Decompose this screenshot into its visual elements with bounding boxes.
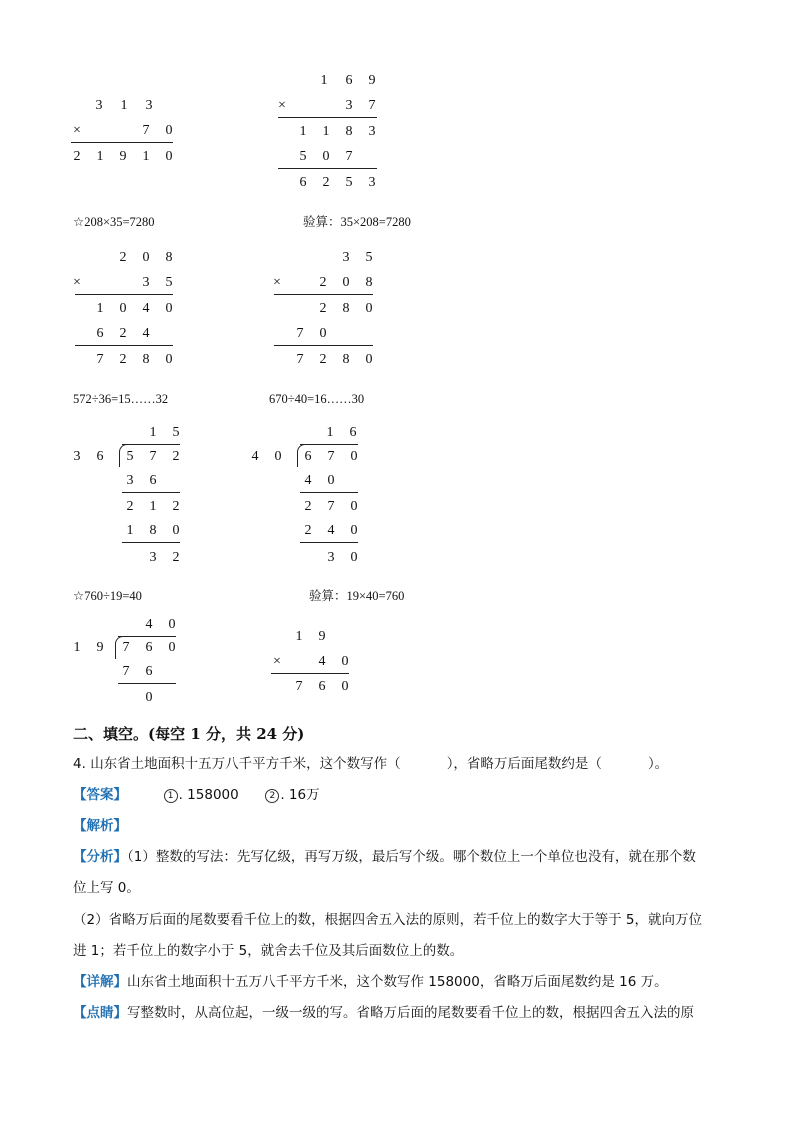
rule-line: [274, 294, 373, 295]
check-equation: 验算：35×208=7280: [303, 215, 411, 229]
digit: 7: [122, 640, 130, 655]
digit: 3: [368, 124, 376, 139]
digit: 2: [322, 175, 330, 190]
rule-line: [122, 492, 180, 493]
digit: 3: [126, 473, 134, 488]
digit: 1: [96, 149, 104, 164]
digit: 0: [165, 149, 173, 164]
question-number: 4.: [73, 756, 86, 772]
digit: 4: [251, 449, 259, 464]
multiply-sign: ×: [273, 654, 281, 669]
multiply-sign: ×: [73, 123, 81, 138]
digit: 0: [350, 550, 358, 565]
digit: 1: [73, 640, 81, 655]
fenxi-label: 【分析】: [73, 849, 127, 865]
digit: 7: [295, 679, 303, 694]
digit: 3: [327, 550, 335, 565]
section-title: 二、填空。(每空 1 分，共 24 分): [73, 725, 305, 743]
digit: 7: [142, 123, 150, 138]
digit: 4: [145, 617, 153, 632]
digit: 7: [368, 98, 376, 113]
digit: 7: [345, 149, 353, 164]
digit: 6: [149, 473, 157, 488]
digit: 2: [319, 275, 327, 290]
analysis-line-2: 位上写 0。: [73, 880, 140, 896]
question-text-part-3: ）。: [647, 756, 669, 772]
digit: 3: [145, 98, 153, 113]
digit: 5: [172, 425, 180, 440]
digit: 0: [168, 640, 176, 655]
digit: 8: [345, 124, 353, 139]
analysis-label: 【解析】: [73, 818, 127, 834]
digit: 7: [296, 326, 304, 341]
digit: 8: [142, 352, 150, 367]
digit: 8: [149, 523, 157, 538]
digit: 0: [119, 301, 127, 316]
check-equation: 验算：19×40=760: [309, 589, 405, 603]
digit: 6: [145, 640, 153, 655]
digit: 4: [318, 654, 326, 669]
digit: 0: [165, 123, 173, 138]
rule-line: [271, 673, 349, 674]
detail-line: [73, 974, 668, 990]
division-bar: [122, 444, 180, 445]
division-bar: [118, 636, 176, 637]
digit: 9: [96, 640, 104, 655]
digit: 2: [304, 523, 312, 538]
comment-line: [73, 1005, 694, 1021]
digit: 0: [319, 326, 327, 341]
digit: 0: [350, 523, 358, 538]
digit: 9: [318, 629, 326, 644]
digit: 1: [126, 523, 134, 538]
digit: 5: [365, 250, 373, 265]
rule-line: [75, 345, 173, 346]
digit: 2: [172, 499, 180, 514]
rule-line: [300, 492, 358, 493]
rule-line: [300, 542, 358, 543]
digit: 0: [274, 449, 282, 464]
digit: 4: [327, 523, 335, 538]
answer-value: . 16万: [280, 787, 320, 803]
equation: ☆208×35=7280: [73, 215, 155, 229]
digit: 0: [142, 250, 150, 265]
digit: 1: [149, 425, 157, 440]
equation: 572÷36=15……32: [73, 392, 169, 406]
digit: 0: [365, 301, 373, 316]
digit: 3: [368, 175, 376, 190]
digit: 8: [165, 250, 173, 265]
rule-line: [75, 294, 173, 295]
digit: 0: [165, 352, 173, 367]
analysis-heading: [73, 818, 127, 834]
digit: 0: [350, 499, 358, 514]
digit: 2: [126, 499, 134, 514]
rule-line: [122, 542, 180, 543]
digit: 6: [145, 664, 153, 679]
digit: 1: [322, 124, 330, 139]
digit: 0: [172, 523, 180, 538]
digit: 6: [96, 326, 104, 341]
digit: 2: [172, 449, 180, 464]
division-bar: [300, 444, 358, 445]
equation: 670÷40=16……30: [269, 392, 365, 406]
digit: 0: [145, 690, 153, 705]
digit: 1: [96, 301, 104, 316]
digit: 3: [342, 250, 350, 265]
multiply-sign: ×: [273, 275, 281, 290]
analysis-line-1: [73, 849, 696, 865]
answer-label: 【答案】: [73, 787, 127, 803]
answer-line: [73, 787, 320, 803]
digit: 1: [295, 629, 303, 644]
digit: 2: [304, 499, 312, 514]
equation: ☆760÷19=40: [73, 589, 142, 603]
digit: 8: [365, 275, 373, 290]
detail-text: 山东省土地面积十五万八千平方千米，这个数写作 158000，省略万后面尾数约是 16 万。: [127, 974, 668, 990]
digit: 7: [327, 499, 335, 514]
digit: 1: [326, 425, 334, 440]
digit: 5: [299, 149, 307, 164]
digit: 0: [168, 617, 176, 632]
rule-line: [118, 683, 176, 684]
digit: 6: [299, 175, 307, 190]
digit: 4: [142, 326, 150, 341]
multiply-sign: ×: [278, 98, 286, 113]
rule-line: [274, 345, 373, 346]
digit: 6: [304, 449, 312, 464]
analysis-text: （1）整数的写法：先写亿级，再写万级，最后写个级。哪个数位上一个单位也没有，就在那个数: [127, 849, 696, 865]
digit: 0: [327, 473, 335, 488]
detail-label: 【详解】: [73, 974, 127, 990]
multiply-sign: ×: [73, 275, 81, 290]
digit: 1: [142, 149, 150, 164]
digit: 4: [304, 473, 312, 488]
digit: 6: [318, 679, 326, 694]
digit: 2: [73, 149, 81, 164]
digit: 8: [342, 301, 350, 316]
digit: 2: [319, 301, 327, 316]
question-4: [73, 756, 668, 772]
digit: 2: [119, 326, 127, 341]
digit: 1: [299, 124, 307, 139]
analysis-line-4: 进 1；若千位上的数字小于 5，就舍去千位及其后面数位上的数。: [73, 943, 464, 959]
question-text-part-2: ），省略万后面尾数约是（: [446, 756, 602, 772]
digit: 2: [119, 250, 127, 265]
question-text-part-1: 山东省土地面积十五万八千平方千米，这个数写作（: [90, 756, 401, 772]
digit: 7: [122, 664, 130, 679]
digit: 3: [142, 275, 150, 290]
rule-line: [278, 117, 377, 118]
digit: 9: [119, 149, 127, 164]
digit: 9: [368, 73, 376, 88]
digit: 3: [149, 550, 157, 565]
digit: 2: [119, 352, 127, 367]
digit: 1: [320, 73, 328, 88]
digit: 2: [319, 352, 327, 367]
digit: 6: [345, 73, 353, 88]
comment-text: 写整数时，从高位起，一级一级的写。省略万后面的尾数要看千位上的数，根据四舍五入法的原: [127, 1005, 694, 1021]
circled-number: 2: [265, 789, 279, 803]
digit: 3: [73, 449, 81, 464]
digit: 5: [126, 449, 134, 464]
digit: 0: [342, 275, 350, 290]
digit: 0: [341, 654, 349, 669]
digit: 0: [322, 149, 330, 164]
rule-line: [71, 142, 173, 143]
comment-label: 【点睛】: [73, 1005, 127, 1021]
analysis-line-3: （2）省略万后面的尾数要看千位上的数，根据四舍五入法的原则，若千位上的数字大于等于 5，就向万位: [73, 912, 702, 928]
rule-line: [278, 168, 377, 169]
digit: 6: [349, 425, 357, 440]
digit: 0: [341, 679, 349, 694]
digit: 1: [120, 98, 128, 113]
digit: 0: [365, 352, 373, 367]
digit: 7: [296, 352, 304, 367]
digit: 4: [142, 301, 150, 316]
answer-value: . 158000: [178, 787, 239, 803]
digit: 5: [345, 175, 353, 190]
digit: 2: [172, 550, 180, 565]
digit: 8: [342, 352, 350, 367]
digit: 5: [165, 275, 173, 290]
circled-number: 1: [164, 789, 178, 803]
digit: 0: [350, 449, 358, 464]
digit: 7: [96, 352, 104, 367]
digit: 3: [95, 98, 103, 113]
digit: 1: [149, 499, 157, 514]
digit: 0: [165, 301, 173, 316]
digit: 3: [345, 98, 353, 113]
digit: 7: [327, 449, 335, 464]
digit: 6: [96, 449, 104, 464]
digit: 7: [149, 449, 157, 464]
